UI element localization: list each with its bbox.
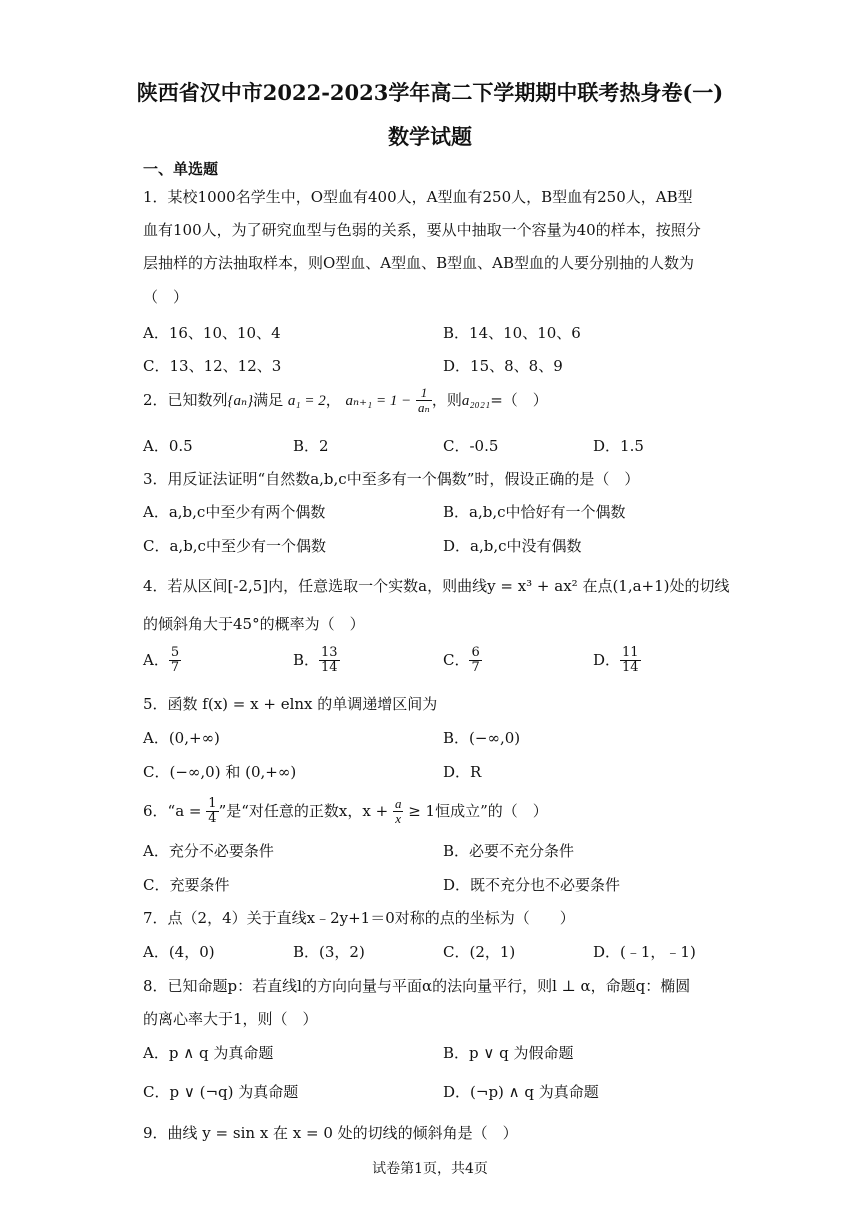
q3-option-d: D．a,b,c中没有偶数: [443, 537, 582, 555]
q6-end: ≥ 1恒成立”的（ ）: [408, 801, 548, 820]
q2-option-c: C．-0.5: [443, 437, 499, 455]
q4-a-num: 5: [170, 645, 180, 660]
q4-d-num: 11: [622, 645, 639, 660]
q4-option-b: [293, 646, 340, 676]
section-heading: 一、单选题: [143, 160, 219, 178]
q4-d-label: D．: [593, 650, 621, 669]
q8-option-a: A．p ∧ q 为真命题: [143, 1044, 274, 1062]
q6-f2-den: x: [395, 811, 402, 827]
q4-a-den: 7: [170, 660, 180, 676]
q4-d-den: 14: [622, 660, 639, 676]
q4-b-num: 13: [321, 645, 338, 660]
q2-option-a: A．0.5: [143, 437, 193, 455]
q1-line-3: 层抽样的方法抽取样本，则O型血、A型血、B型血、AB型血的人要分别抽的人数为: [143, 254, 695, 272]
q4-line-1: 4．若从区间[-2,5]内，任意选取一个实数a，则曲线y = x³ + ax² 在点(1,a+1)处的切线: [143, 577, 730, 595]
q5-option-c: C．(−∞,0) 和 (0,+∞): [143, 763, 297, 781]
q6-mid: ”是“对任意的正数x，x +: [218, 801, 389, 820]
q8-option-c: C．p ∨ (¬q) 为真命题: [143, 1083, 299, 1101]
q5-stem: 5．函数 f(x) = x + elnx 的单调递增区间为: [143, 695, 438, 713]
q4-a-label: A．: [143, 650, 169, 669]
q1-option-c: C．13、12、12、3: [143, 357, 282, 375]
q6-f2-num: a: [394, 796, 402, 811]
q2-seq: {aₙ}: [227, 392, 254, 409]
q2-fraction: [416, 386, 432, 416]
q3-stem: 3．用反证法证明“自然数a,b,c中至多有一个偶数”时，假设正确的是（ ）: [143, 470, 640, 488]
q2-pre: 2．已知数列: [143, 390, 228, 409]
q7-option-c: C．(2，1): [443, 943, 516, 961]
q4-b-label: B．: [293, 650, 320, 669]
q6-fraction-1: [206, 797, 218, 827]
q7-option-d: D．(﹣1，﹣1): [593, 943, 696, 961]
q2-option-d: D．1.5: [593, 437, 644, 455]
q5-option-b: B．(−∞,0): [443, 729, 521, 747]
q4-c-den: 7: [471, 660, 480, 676]
q6-option-a: A．充分不必要条件: [143, 842, 274, 860]
q2-mid: 满足: [253, 390, 284, 409]
q6-f1-den: 4: [208, 811, 217, 827]
page-footer: 试卷第1页，共4页: [372, 1161, 488, 1177]
q5-option-d: D．R: [443, 763, 482, 781]
q6-option-b: B．必要不充分条件: [443, 842, 575, 860]
q9-stem: 9．曲线 y = sin x 在 x = 0 处的切线的倾斜角是（ ）: [143, 1124, 518, 1142]
q8-option-d: D．(¬p) ∧ q 为真命题: [443, 1083, 599, 1101]
q4-c-label: C．: [443, 650, 470, 669]
q7-stem: 7．点（2，4）关于直线x﹣2y+1＝0对称的点的坐标为（ ）: [143, 909, 575, 927]
q6-stem: [143, 797, 548, 827]
q3-option-a: A．a,b,c中至少有两个偶数: [143, 503, 326, 521]
q4-option-c: [443, 646, 482, 676]
q6-pre: 6．“a =: [143, 801, 202, 820]
q2-tail: ，则: [431, 390, 462, 409]
q1-line-1: 1．某校1000名学生中，O型血有400人，A型血有250人，B型血有250人，AB型: [143, 188, 693, 206]
q6-option-d: D．既不充分也不必要条件: [443, 876, 621, 894]
q1-option-d: D．15、8、8、9: [443, 357, 563, 375]
q2-end: =（ ）: [490, 390, 548, 409]
q2-frac-num: 1: [416, 386, 432, 401]
q2-a1: a₁ = 2: [287, 392, 326, 409]
q8-option-b: B．p ∨ q 为假命题: [443, 1044, 574, 1062]
exam-title: 陕西省汉中市2022-2023学年高二下学期期中联考热身卷(一): [136, 80, 724, 105]
q4-option-a: [143, 646, 181, 676]
q3-option-c: C．a,b,c中至少有一个偶数: [143, 537, 326, 555]
q8-line-2: 的离心率大于1，则（ ）: [143, 1010, 318, 1028]
q2-frac-den: aₙ: [418, 400, 430, 416]
q4-c-num: 6: [471, 645, 480, 660]
q1-line-4: （ ）: [143, 288, 189, 306]
q2-rec-lhs: aₙ₊₁ = 1 −: [345, 392, 412, 409]
q2-stem: 2．已知数列{aₙ}满足 a₁ = 2， aₙ₊₁ = 1 − $\frac{1}{\text{aₙ}}$ ，则a₂₀₂₁=（ ）: [143, 385, 548, 416]
q6-option-c: C．充要条件: [143, 876, 230, 894]
q7-option-b: B．(3，2): [293, 943, 365, 961]
exam-subtitle: 数学试题: [388, 124, 472, 149]
q5-option-a: A．(0,+∞): [143, 729, 220, 747]
q4-line-2: 的倾斜角大于45°的概率为（ ）: [143, 615, 365, 633]
q8-line-1: 8．已知命题p：若直线l的方向向量与平面α的法向量平行，则l ⊥ α，命题q：椭圆: [143, 977, 691, 995]
q2-option-b: B．2: [293, 437, 329, 455]
q3-option-b: B．a,b,c中恰好有一个偶数: [443, 503, 626, 521]
q6-fraction-2: [393, 797, 404, 827]
q6-f1-num: 1: [208, 796, 217, 811]
q4-option-d: [593, 646, 641, 676]
q2-target: a₂₀₂₁: [461, 392, 491, 409]
q1-line-2: 血有100人，为了研究血型与色弱的关系，要从中抽取一个容量为40的样本，按照分: [143, 221, 701, 239]
q4-b-den: 14: [321, 660, 338, 676]
q1-option-b: B．14、10、10、6: [443, 324, 581, 342]
q1-option-a: A．16、10、10、4: [143, 324, 281, 342]
q7-option-a: A．(4，0): [143, 943, 215, 961]
